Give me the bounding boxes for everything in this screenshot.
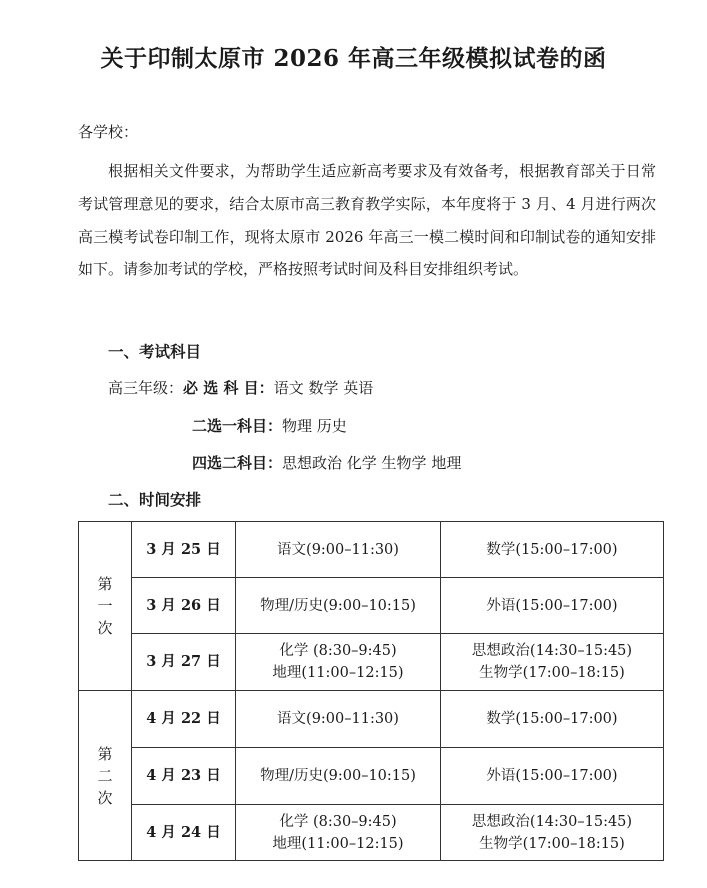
subject-row-value: 物理 历史 — [282, 417, 347, 435]
table-row — [79, 691, 664, 748]
schedule-table — [78, 521, 664, 861]
date-cell: 3 月 25 日 — [132, 522, 236, 578]
subject-row-value: 语文 数学 英语 — [273, 379, 374, 397]
body-paragraph: 根据相关文件要求，为帮助学生适应新高考要求及有效备考，根据教育部关于日常考试管理意见的要求，结合太原市高三教育教学实际，本年度将于 3 月、4 月进行两次高三模考试卷印制工作，现将太原市 2026 年高三一模二模时间和印制试卷的通知安排如下。请参加考试的学校，严格按照考试时间及科目安排组织考试。 — [78, 162, 656, 279]
grade-label: 高三年级： — [108, 379, 184, 397]
subject-row-label: 四选二科目： — [192, 454, 283, 472]
table-row — [79, 522, 664, 578]
exam-slot: 地理(11:00–12:15) — [272, 835, 404, 852]
section-heading-subjects: 一、考试科目 — [108, 342, 202, 361]
round-label-second — [79, 691, 132, 861]
exam-slot: 地理(11:00–12:15) — [272, 665, 404, 681]
table-row — [79, 634, 664, 691]
date-cell: 3 月 26 日 — [132, 578, 236, 634]
morning-cell — [236, 691, 441, 748]
salutation: 各学校： — [78, 123, 139, 141]
exam-slot: 外语(15:00–17:00) — [486, 768, 618, 784]
afternoon-cell — [441, 578, 664, 634]
round-label-char: 次 — [97, 619, 113, 637]
exam-slot: 思想政治(14:30–15:45) — [471, 813, 633, 830]
exam-slot: 数学(15:00–17:00) — [486, 711, 618, 727]
subject-row-choose-one — [192, 415, 347, 436]
exam-slot: 物理/历史(9:00–10:15) — [260, 597, 416, 614]
afternoon-cell — [441, 634, 664, 691]
round-label-char: 第 — [97, 744, 113, 763]
date-cell: 4 月 24 日 — [132, 805, 236, 861]
exam-slot: 生物学(17:00–18:15) — [479, 835, 625, 852]
exam-slot: 语文(9:00–11:30) — [277, 711, 399, 727]
subject-row-required — [108, 377, 373, 398]
round-label-char: 次 — [97, 788, 113, 807]
afternoon-cell — [441, 522, 664, 578]
exam-slot: 语文(9:00–11:30) — [277, 541, 399, 558]
exam-slot: 外语(15:00–17:00) — [486, 597, 618, 614]
date-cell: 3 月 27 日 — [132, 634, 236, 691]
document-title: 关于印制太原市 2026 年高三年级模拟试卷的函 — [100, 45, 607, 72]
exam-slot: 化学 (8:30–9:45) — [279, 643, 397, 659]
exam-slot: 思想政治(14:30–15:45) — [471, 643, 633, 659]
morning-cell — [236, 748, 441, 805]
exam-slot: 数学(15:00–17:00) — [486, 541, 618, 558]
date-cell: 4 月 23 日 — [132, 748, 236, 805]
morning-cell — [236, 634, 441, 691]
round-label-char: 二 — [97, 766, 113, 785]
subject-row-label: 必 选 科 目： — [183, 379, 274, 397]
round-label-char: 第 — [97, 575, 113, 593]
table-row — [79, 805, 664, 861]
date-cell: 4 月 22 日 — [132, 691, 236, 748]
table-row — [79, 748, 664, 805]
morning-cell — [236, 578, 441, 634]
subject-row-label: 二选一科目： — [192, 417, 283, 435]
exam-slot: 生物学(17:00–18:15) — [479, 665, 625, 681]
morning-cell — [236, 522, 441, 578]
section-heading-schedule: 二、时间安排 — [108, 490, 202, 509]
morning-cell — [236, 805, 441, 861]
exam-slot: 物理/历史(9:00–10:15) — [260, 768, 416, 784]
afternoon-cell — [441, 691, 664, 748]
afternoon-cell — [441, 748, 664, 805]
round-label-first — [79, 522, 132, 691]
exam-slot: 化学 (8:30–9:45) — [279, 813, 397, 830]
round-label-char: 一 — [97, 597, 113, 615]
subject-row-value: 思想政治 化学 生物学 地理 — [282, 454, 462, 472]
subject-row-choose-two — [192, 452, 461, 473]
table-row — [79, 578, 664, 634]
afternoon-cell — [441, 805, 664, 861]
